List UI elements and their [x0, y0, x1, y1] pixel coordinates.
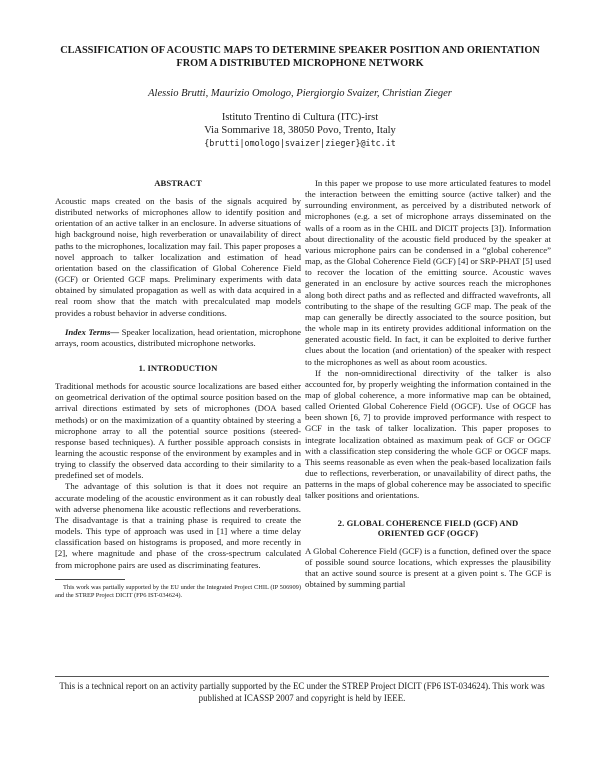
gcf-paragraph: A Global Coherence Field (GCF) is a function, defined over the space of possible sound source locations, which expresses the plausibility that an active sound source is present at a given point s. The GCF is obtained by summing partial — [305, 545, 551, 589]
right-paragraph-2: If the non-omnidirectional directivity of the talker is also accounted for, by properly weighting the information contained in the map of global coherence, a more informative map can be obtained, called Oriented Global Coherence Field (OGCF). Use of OGCF has been shown [6, 7] to provide improved performance with respect to GCF in the task of talker localization. This paper proposes to integrate localization obtained as maximum peak of GCF or OGCF with a classification step considering the whole GCF or OGCF maps. This seems reasonable as even when the peak-based localization fails due to reflections, reverberation, or unavailability of direct paths, the patterns in the maps of global coherence may be associated to specific talker positions and orientations. — [305, 367, 551, 501]
left-column — [55, 178, 301, 600]
intro-paragraph-1: Traditional methods for acoustic source localizations are based either on geometrical derivation of the optimal source position based on the arrival directions estimated by sets of microphones (DOA based methods) or on the maximization of a quantity obtained by steering a microphone array to all the potential source positions (steered-response based techniques). A further possible approach consists in learning the acoustic response of the environment by examples and in trying to classify the observed data according to their similarity to a predefined set of models. — [55, 381, 301, 481]
section-2-heading: 2. GLOBAL COHERENCE FIELD (GCF) AND ORIENTED GCF (OGCF) — [337, 517, 519, 538]
right-column — [305, 178, 551, 590]
bottom-divider — [55, 676, 549, 677]
intro-paragraph-2: The advantage of this solution is that it does not require an accurate modeling of the acoustic environment as it can robustly deal with adverse phenomena like acoustic reflections and reverberations. The disadvantage is that a training phase is required to create the models. This type of approach was used in [1] where a time delay classification based on histograms is proposed, and more recently in [2], where magnitude and phase of the cross-spectrum calculated from microphone pairs are used as discriminating features. — [55, 481, 301, 570]
funding-footnote: This work was partially supported by the EU under the Integrated Project CHIL (IP 506909) and the STREP Project DICIT (FP6 IST-034624). — [55, 583, 301, 599]
technical-report-note: This is a technical report on an activity partially supported by the EC under the STREP Project DICIT (FP6 IST-034624). This work was published at ICASSP 2007 and copyright is held by IEEE. — [59, 681, 545, 703]
footnote-rule — [55, 579, 125, 580]
author-emails: {brutti|omologo|svaizer|zieger}@itc.it — [204, 138, 396, 148]
index-terms-label: Index Terms— — [65, 326, 120, 337]
paper-title: CLASSIFICATION OF ACOUSTIC MAPS TO DETERMINE SPEAKER POSITION AND ORIENTATION FROM A DISTRIBUTED MICROPHONE NETWORK — [60, 45, 540, 69]
right-paragraph-1: In this paper we propose to use more articulated features to model the interaction between the emitting source (active talker) and the surrounding environment, as perceived by a distributed network of microphones (e.g. a set of microphone arrays disseminated on the walls of a room as in the CHIL and DICIT projects [3]). Information about directionality of the acoustic field produced by the speaker at various microphone pairs can be condensed in a “global coherence” map, as the Global Coherence Field (GCF) [4] or SRP-PHAT [5] used to recover the location of the emitting source. Acoustic waves generated in an enclosure by active sources reach the microphones along both direct paths and as reflected and diffracted wavefronts, all contributing to the shape of the resulting GCF map. The peak of the map can generally be directly associated to the source position, but the whole map in its entirety provides additional information on the generated acoustic field. In fact, it can be exploited to derive further clues about the location (and orientation) of the speaker with respect to the microphones as well as about room acoustics. — [305, 178, 551, 367]
paper-authors: Alessio Brutti, Maurizio Omologo, Piergiorgio Svaizer, Christian Zieger — [148, 88, 452, 99]
index-terms — [55, 327, 301, 349]
abstract-text: Acoustic maps created on the basis of the signals acquired by distributed networks of microphones allow to identify position and orientation of an active talker in an enclosure. In adverse situations of high background noise, high reverberation or unavailability of direct paths to the microphones, localization may fail. This paper proposes a novel approach to talker localization and estimation of head orientation based on the classification of Global Coherence Field (GCF) or Oriented GCF maps. Preliminary experiments with data obtained by simulated propagation as well as with data acquired in a real room show that the match with precalculated map models provides a robust behavior in adverse conditions. — [55, 196, 301, 318]
affiliation-institute: Istituto Trentino di Cultura (ITC)-irst — [221, 112, 379, 123]
introduction-heading: 1. INTRODUCTION — [138, 363, 218, 374]
affiliation-block — [60, 111, 540, 150]
index-terms-text: Speaker localization, head orientation, microphone arrays, room acoustics, distributed microphone networks. — [55, 326, 301, 348]
abstract-heading: ABSTRACT — [154, 178, 202, 188]
affiliation-address: Via Sommarive 18, 38050 Povo, Trento, Italy — [204, 125, 396, 136]
